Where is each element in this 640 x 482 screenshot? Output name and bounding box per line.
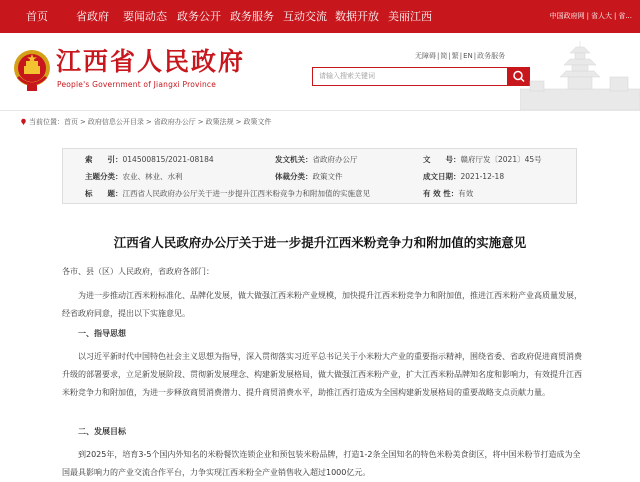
location-icon — [20, 118, 27, 125]
meta-issuer-value: 省政府办公厅 — [312, 155, 358, 164]
link-accessibility[interactable]: 无障碍 — [415, 52, 436, 60]
nav-item-government-affairs[interactable]: 政务公开 — [177, 10, 221, 23]
meta-genre-value: 政策文件 — [312, 172, 343, 181]
link-china-gov[interactable]: 中国政府网 — [549, 12, 585, 20]
tengwang-pavilion-skyline-icon — [520, 37, 640, 110]
meta-index-label: 索 引： — [85, 155, 123, 164]
link-more[interactable]: 省... — [618, 12, 632, 20]
article-intro-paragraph: 为进一步推动江西米粉标准化、品牌化发展，做大做强江西米粉产业规模，加快提升江西米粉竞争力和附加值，推进江西米粉产业高质量发展，经省政府同意，提出以下实施意见。 — [62, 291, 582, 318]
site-title: 江西省人民政府 — [56, 47, 246, 76]
breadcrumb-policies-regulations[interactable]: 政策法规 — [205, 118, 234, 126]
meta-index-value: 014500815/2021-08184 — [122, 155, 214, 164]
document-meta-box — [62, 148, 577, 204]
meta-validity-label: 有 效 性： — [423, 189, 459, 198]
top-right-links: 中国政府网 | 省人大 | 省... — [549, 12, 632, 20]
breadcrumb-home[interactable]: 首页 — [64, 118, 78, 126]
breadcrumb: 当前位置：首页 > 政府信息公开目录 > 省政府办公厅 > 政策法规 > 政策文件 — [20, 117, 272, 127]
meta-genre-label: 体裁分类： — [275, 172, 313, 181]
section1-heading: 一、指导思想 — [78, 329, 126, 338]
site-header — [0, 33, 640, 110]
nav-item-provincial-government[interactable]: 省政府 — [76, 10, 109, 23]
meta-subject-value: 农业、林业、水利 — [122, 172, 183, 181]
breadcrumb-location-label: 当前位置： — [29, 118, 64, 126]
section1-paragraph: 以习近平新时代中国特色社会主义思想为指导，深入贯彻落实习近平总书记关于小米粉大产业的重要指示精神，围绕省委、省政府促进商贸消费升级的部署要求，立足新发展阶段、贯彻新发展理念、构建新发展格局，做大做强江西米粉产业，扩大江西米粉品牌知名度和影响力，有效提升江西米粉竞争力和附加值，为进一步释放商贸消费潜力、提升商贸消费水平，助推江西打造成为全国构建新发展格局的重要战略支点贡献力量。 — [62, 352, 582, 397]
breadcrumb-policy-documents[interactable]: 政策文件 — [243, 118, 272, 126]
meta-issuer-label: 发文机关： — [275, 155, 313, 164]
nav-item-home[interactable]: 首页 — [26, 10, 48, 23]
section2-paragraph: 到2025年，培育3-5个国内外知名的米粉餐饮连锁企业和预包装米粉品牌，打造1-2条全国知名的特色米粉美食街区，将中国米粉节打造成为全国最具影响力的产业交流合作平台，力争实现江西米粉全产业销售收入超过1000亿元。 — [62, 450, 581, 477]
link-traditional[interactable]: 繁 — [451, 52, 459, 60]
meta-validity-value: 有效 — [458, 189, 474, 198]
meta-date-label: 成文日期： — [423, 172, 461, 181]
nav-item-government-services[interactable]: 政务服务 — [230, 10, 274, 23]
meta-row-2 — [63, 170, 576, 184]
meta-heading-label: 标 题： — [85, 189, 123, 198]
nav-item-beautiful-jiangxi[interactable]: 美丽江西 — [388, 10, 432, 23]
link-english[interactable]: EN — [463, 52, 473, 60]
search-input[interactable]: 请输入搜索关键词 — [312, 67, 508, 86]
link-gov-services[interactable]: 政务服务 — [477, 52, 506, 60]
meta-heading-value: 江西省人民政府办公厅关于进一步提升江西米粉竞争力和附加值的实施意见 — [122, 189, 370, 198]
nav-item-news[interactable]: 要闻动态 — [123, 10, 167, 23]
article-title: 江西省人民政府办公厅关于进一步提升江西米粉竞争力和附加值的实施意见 — [113, 235, 527, 250]
site-subtitle: People's Government of Jiangxi Province — [57, 80, 217, 89]
link-provincial-congress[interactable]: 省人大 — [590, 12, 612, 20]
meta-subject-label: 主题分类： — [85, 172, 123, 181]
breadcrumb-general-office[interactable]: 省政府办公厅 — [153, 118, 196, 126]
meta-row-1 — [63, 153, 576, 167]
meta-docno-value: 赣府厅发〔2021〕45号 — [460, 155, 542, 164]
section2-heading: 二、发展目标 — [78, 427, 126, 436]
nav-item-open-data[interactable]: 数据开放 — [335, 10, 379, 23]
link-simplified[interactable]: 简 — [440, 52, 448, 60]
nav-item-interaction[interactable]: 互动交流 — [283, 10, 327, 23]
breadcrumb-info-directory[interactable]: 政府信息公开目录 — [87, 118, 144, 126]
top-nav-bar — [0, 0, 640, 33]
meta-row-3 — [63, 187, 576, 201]
quick-links: 无障碍|简|繁|EN|政务服务 — [415, 52, 506, 60]
meta-date-value: 2021-12-18 — [460, 172, 505, 181]
national-emblem-icon — [12, 47, 52, 93]
meta-docno-label: 文 号： — [423, 155, 461, 164]
article-salutation: 各市、县（区）人民政府，省政府各部门： — [62, 267, 214, 276]
